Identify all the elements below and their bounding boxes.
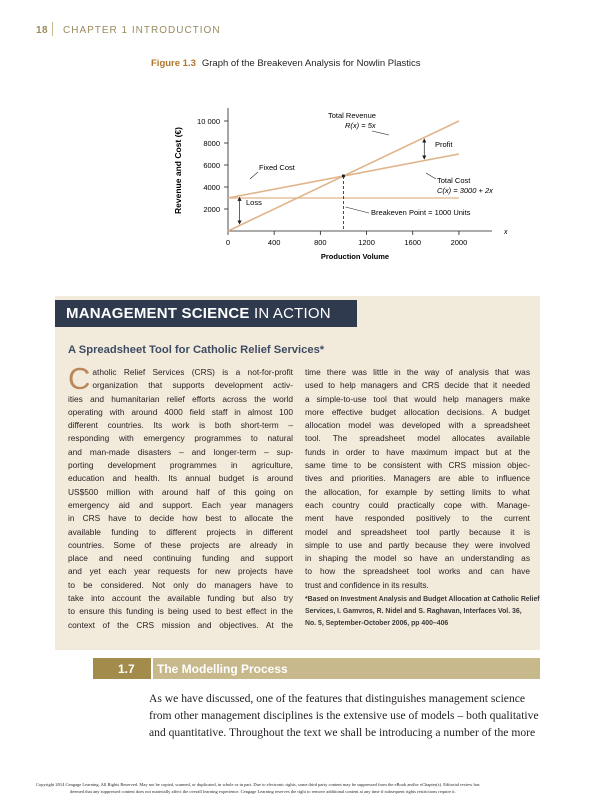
total-cost-label: Total Cost (437, 176, 471, 185)
text-line: to how the spreadsheet tool works and can have (305, 566, 530, 577)
section-number: 1.7 (118, 662, 135, 676)
copyright-line: Copyright 2014 Cengage Learning. All Rights Reserved. May not be copied, scanned, or duplicated, in whole or in part. Due to electronic rights, some third party content may be suppressed from the eBook and/or eChapter(s). Editorial review has (36, 782, 480, 787)
text-line: organization that supports development activ- (92, 380, 293, 391)
chapter-heading: CHAPTER 1 INTRODUCTION (63, 25, 221, 36)
text-line: and man-made disasters – and longer-term – sup- (68, 446, 293, 457)
text-line: take into account the available funding but also try (68, 593, 293, 604)
text-line: ment have responded positively to the current (305, 513, 530, 524)
text-line: and yet each year requests for new projects have (68, 566, 293, 577)
fixed-cost-label: Fixed Cost (259, 163, 295, 172)
x-axis-symbol: x (504, 229, 508, 236)
case-study-title-bold: MANAGEMENT SCIENCE (66, 305, 250, 322)
text-line: place and need continuing funding and support (68, 553, 293, 564)
y-tick-label: 8000 (203, 139, 220, 148)
text-line: countries. Some of these projects are already in (68, 539, 293, 550)
total-revenue-equation: R(x) = 5x (345, 121, 376, 130)
text-line: ities and humanitarian relief efforts across the world (68, 393, 293, 404)
x-tick-label: 1600 (404, 238, 422, 247)
text-line: model and spreadsheet tool partly because it is (305, 526, 530, 537)
text-line: Services, I. Gamvros, R. Nidel and S. Raghavan, Interfaces Vol. 36, (305, 608, 522, 615)
case-study-title (66, 305, 331, 322)
text-line: trust and confidence in its results. (305, 579, 429, 590)
text-line: different countries. Its work is both short-term – (68, 420, 293, 431)
text-line: responding with emergency programmes to natural (68, 433, 293, 444)
text-line: allocation model was developed with a spreadsheet (305, 420, 530, 431)
text-line: same time to be consistent with CRS mission objec- (305, 460, 530, 471)
case-study-footnote (305, 594, 540, 630)
text-line: available funding to different projects in different (68, 526, 293, 537)
text-line: from other management disciplines is the extensive use of models – both qualitative (149, 709, 539, 722)
text-line: emergency aid and support. Each year managers (68, 499, 293, 510)
fixed-cost-leader (250, 172, 258, 179)
profit-label: Profit (435, 140, 453, 149)
copyright-notice (36, 781, 480, 795)
text-line: and quantitative. Throughout the text we shall be introducing a number of the more (149, 726, 536, 739)
total-cost-equation: C(x) = 3000 + 2x (437, 186, 493, 195)
text-line: education and health. Its annual budget is around (68, 473, 293, 484)
page-number: 18 (36, 25, 49, 36)
total-revenue-leader (372, 131, 389, 135)
text-line: tool. The spreadsheet model allocates available (305, 433, 530, 444)
text-line: No. 5, September-October 2006, pp 400–406 (305, 620, 449, 627)
text-line: atholic Relief Services (CRS) is a not-for-profit (92, 367, 293, 377)
breakeven-label: Breakeven Point = 1000 Units (371, 208, 471, 217)
section-title: The Modelling Process (157, 662, 288, 676)
x-tick-label: 1200 (358, 238, 375, 247)
text-line: As we have discussed, one of the features that distinguishes management science (149, 692, 526, 705)
y-tick-label: 6000 (203, 161, 220, 170)
case-study-column-2 (305, 366, 530, 592)
text-line: operating with around 4000 field staff in almost 100 (68, 406, 293, 417)
y-tick-label: 10 000 (197, 117, 220, 126)
section-body-text (149, 690, 539, 741)
figure-number: Figure 1.3 (151, 58, 196, 69)
text-line: US$500 million with around half of this going on (68, 486, 293, 497)
text-line: context of the CRS mission and objectives. At the (68, 619, 293, 630)
text-line: a simple-to-use tool that would help managers make (305, 393, 530, 404)
case-study-subtitle: A Spreadsheet Tool for Catholic Relief Services* (68, 344, 325, 356)
case-study-title-rest: IN ACTION (249, 305, 331, 322)
text-line: funds in order to have maximum impact but at the (305, 446, 530, 457)
loss-label: Loss (246, 198, 262, 207)
breakeven-leader (345, 207, 369, 213)
x-axis-label: Production Volume (320, 252, 390, 261)
text-line: used to help managers and CRS decide that it needed (305, 380, 530, 391)
x-tick-label: 0 (225, 238, 231, 247)
column-1-lines (68, 393, 293, 632)
breakeven-chart (0, 0, 600, 290)
text-line: to be considered. Not only do managers have to (68, 579, 293, 590)
text-line: in shaping the model so have an understanding as (305, 553, 530, 564)
y-tick-label: 4000 (203, 183, 220, 192)
y-axis-label: Revenue and Cost (€) (173, 127, 183, 214)
text-line: each country could practically cope with. Manage- (305, 499, 530, 510)
text-line: in CRS have to decide how best to allocate the (68, 513, 293, 524)
text-line: to ensure this funding is being used to best effect in the (68, 606, 293, 617)
copyright-line: deemed that any suppressed content does not materially affect the overall learning experience. Cengage Learning reserves the right to remove additional content at any time if subsequent rights restrictions require it. (70, 789, 456, 794)
figure-title: Graph of the Breakeven Analysis for Nowlin Plastics (201, 58, 421, 69)
x-tick-label: 2000 (450, 238, 468, 247)
text-line: time there was little in the way of analysis that was (305, 367, 530, 377)
total-revenue-label: Total Revenue (328, 111, 376, 120)
x-tick-label: 800 (314, 238, 327, 247)
text-line: simple to use and partly because they were involved (305, 539, 530, 550)
text-line: *Based on Investment Analysis and Budget Allocation at Catholic Relief (305, 596, 540, 603)
dropcap-paragraph (68, 361, 293, 396)
text-line: more effective budget allocation decisions. A budget (305, 406, 530, 417)
case-study-column-1 (68, 361, 293, 632)
text-line: porting development programmes in agriculture, (68, 460, 293, 471)
text-line: the allocation, for example by setting limits to what (305, 486, 530, 497)
x-tick-label: 400 (267, 238, 281, 247)
dropcap-letter: C (68, 361, 91, 396)
text-line: tives and priorities. Managers are able to influence (305, 473, 530, 484)
y-tick-label: 2000 (203, 205, 220, 214)
total-cost-leader (426, 173, 436, 179)
breakeven-point (342, 174, 345, 177)
